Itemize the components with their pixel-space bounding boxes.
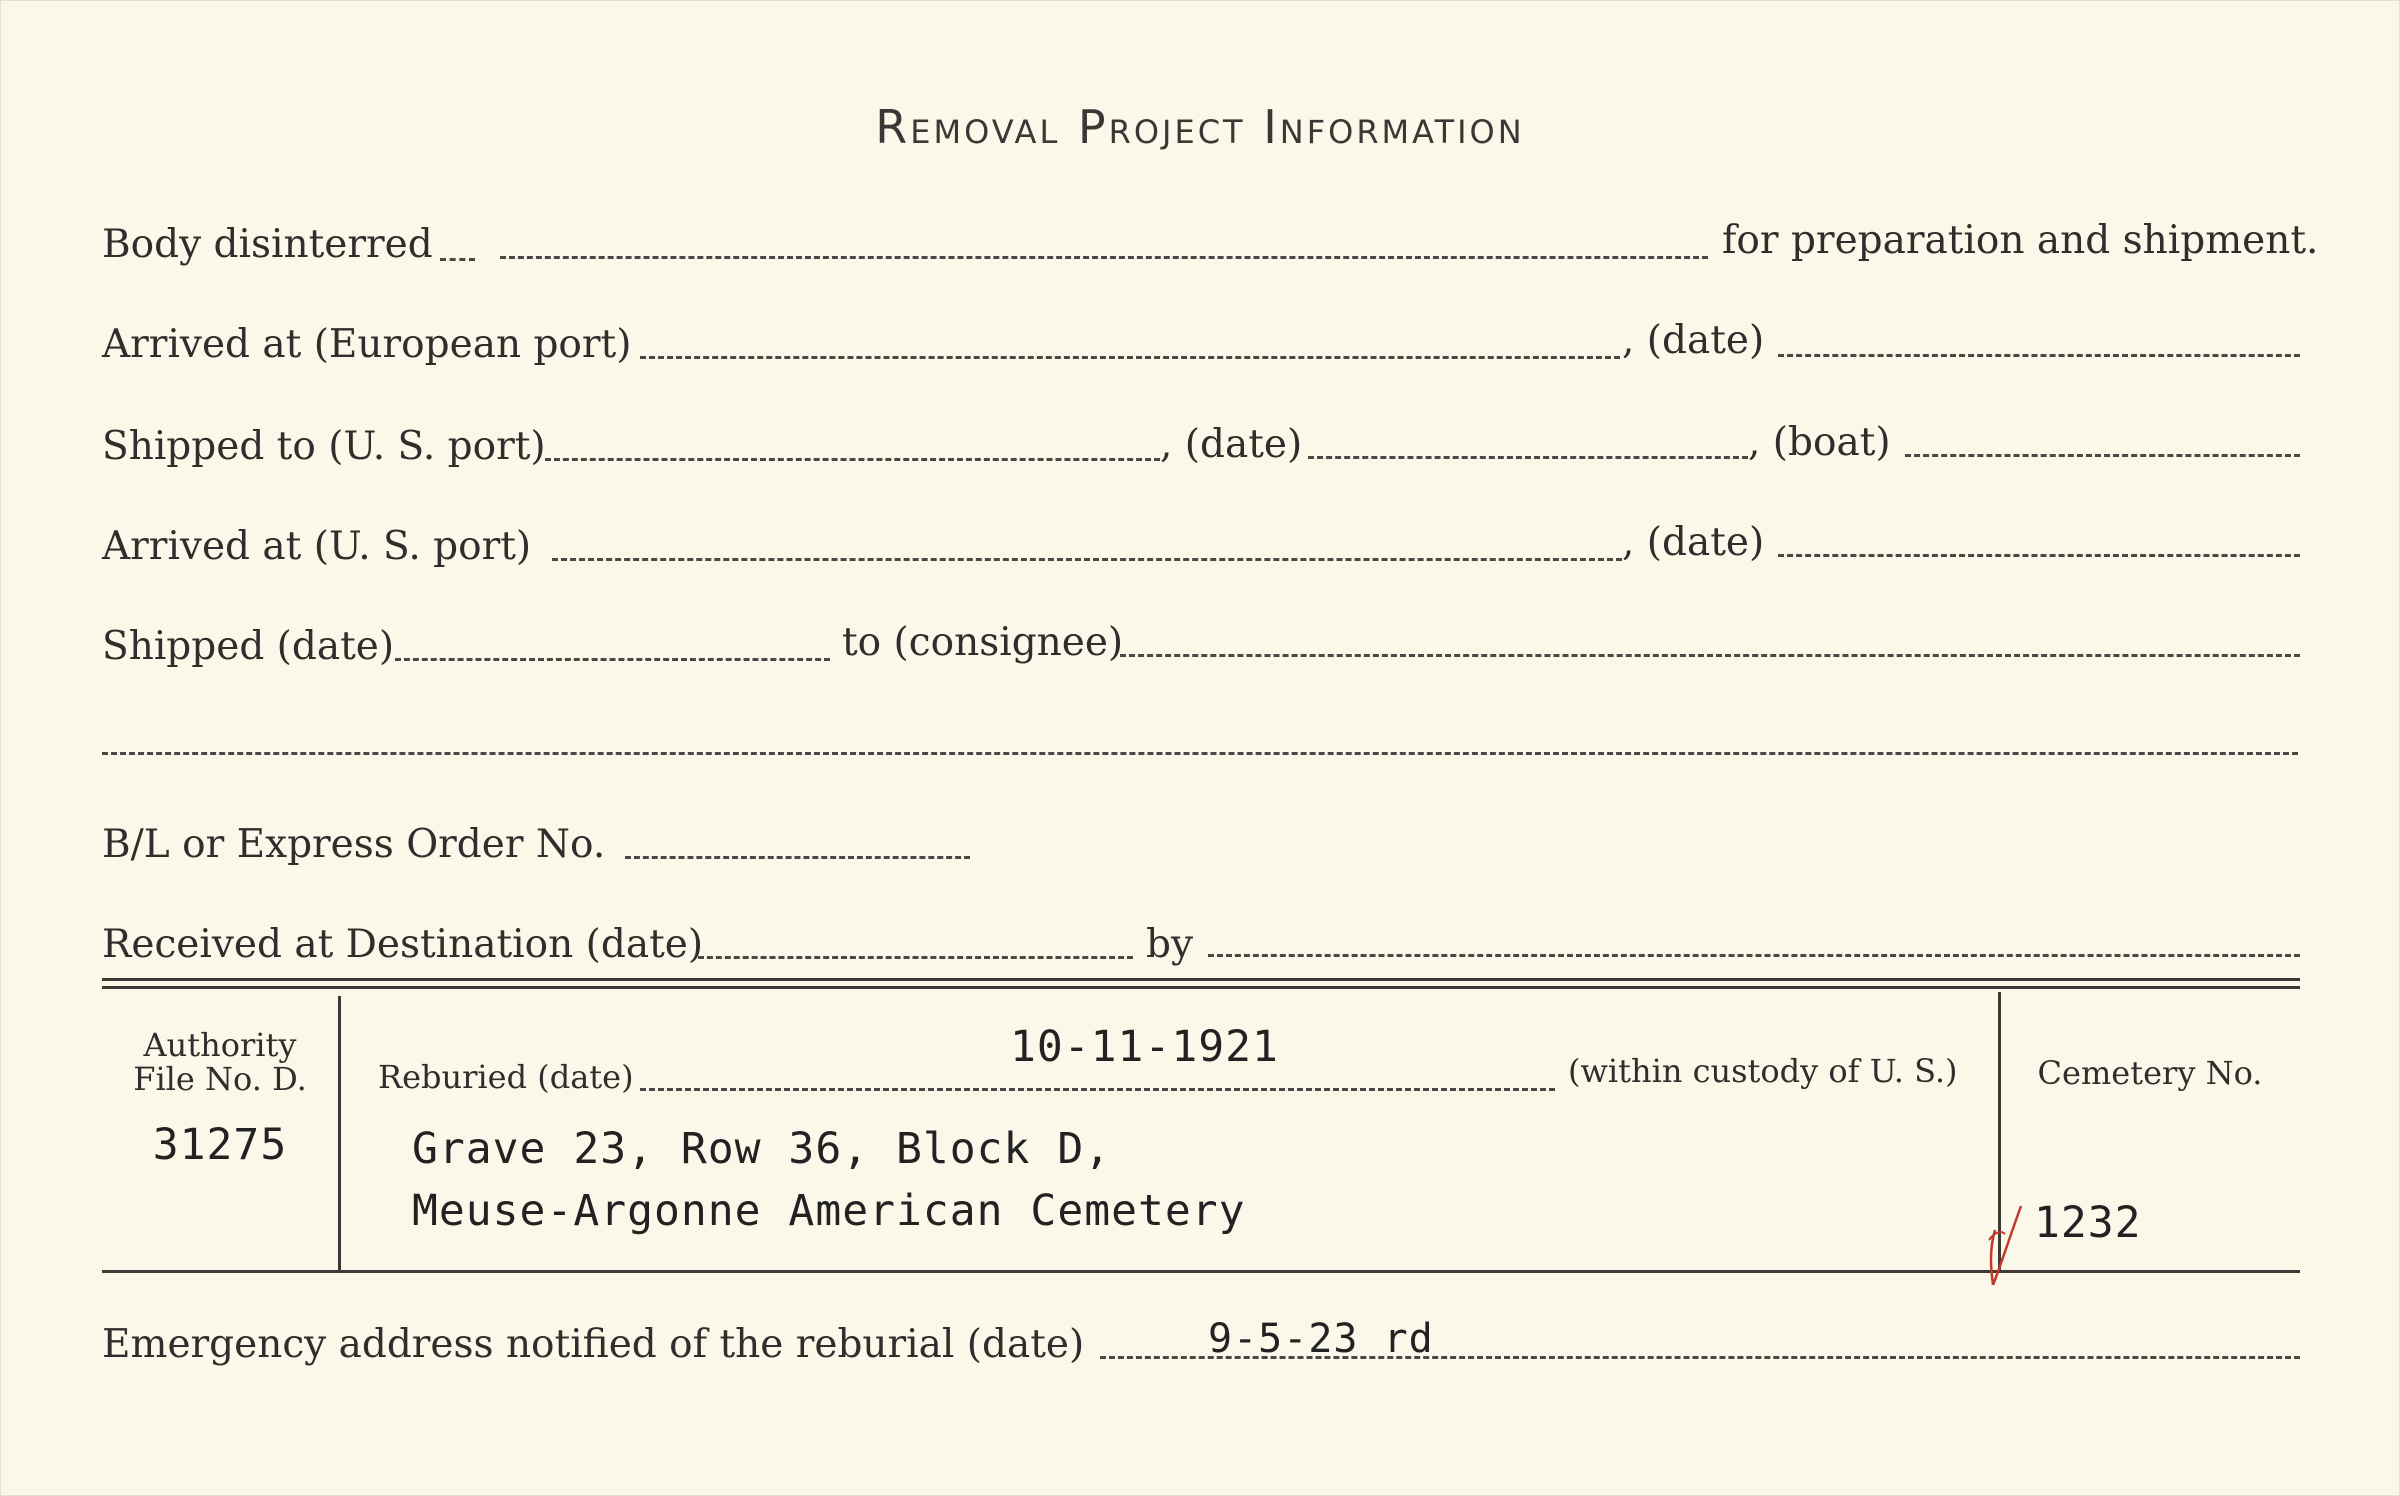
authority-label: Authority xyxy=(143,1026,297,1064)
grave-location-line1: Grave 23, Row 36, Block D, xyxy=(412,1124,1112,1174)
received-destination-line xyxy=(698,956,1133,959)
pencil-check-mark xyxy=(1985,1200,2025,1290)
reburied-date-line xyxy=(640,1088,1555,1091)
blank-continuation-line xyxy=(102,752,2298,755)
bl-express-line xyxy=(625,856,970,859)
body-disinterred-line xyxy=(500,256,1708,259)
emergency-value: 9-5-23 rd xyxy=(1208,1316,1434,1362)
shipped-to-us-label: Shipped to (U. S. port) xyxy=(102,424,546,469)
card-title: Removal Project Information xyxy=(875,100,1525,154)
reburied-date: 10-11-1921 xyxy=(1010,1022,1279,1072)
arrived-us-date-line xyxy=(1778,554,2300,557)
boat-line xyxy=(1905,454,2300,457)
box-top-rule-1 xyxy=(102,978,2300,981)
cemetery-number: 1232 xyxy=(2034,1198,2142,1248)
box-top-rule-2 xyxy=(102,986,2300,989)
for-preparation-label: for preparation and shipment. xyxy=(1722,218,2319,263)
consignee-line xyxy=(1120,654,2300,657)
cemetery-no-label: Cemetery No. xyxy=(2037,1054,2263,1092)
custody-label: (within custody of U. S.) xyxy=(1568,1052,1958,1090)
file-no-label: File No. D. xyxy=(133,1060,307,1098)
shipped-date-row-line xyxy=(395,658,830,661)
body-disinterred-line-a xyxy=(440,258,475,261)
arrived-european-date-line xyxy=(1778,354,2300,357)
shipped-date-line xyxy=(1308,456,1748,459)
to-consignee-label: to (consignee) xyxy=(842,620,1124,665)
boat-label: , (boat) xyxy=(1748,420,1891,465)
box-divider-left xyxy=(338,996,341,1270)
bl-express-label: B/L or Express Order No. xyxy=(102,822,606,867)
file-number: 31275 xyxy=(152,1120,288,1170)
arrived-european-date-label: , (date) xyxy=(1622,318,1765,363)
arrived-us-line xyxy=(552,558,1622,561)
by-line xyxy=(1208,954,2300,957)
arrived-european-label: Arrived at (European port) xyxy=(102,322,632,367)
shipped-to-us-line xyxy=(545,458,1160,461)
arrived-us-label: Arrived at (U. S. port) xyxy=(102,524,532,569)
box-bottom-rule xyxy=(102,1270,2300,1273)
emergency-label: Emergency address notified of the reburial (date) xyxy=(102,1322,1085,1367)
received-destination-label: Received at Destination (date) xyxy=(102,922,704,967)
by-label: by xyxy=(1146,922,1193,967)
body-disinterred-label: Body disinterred xyxy=(102,222,433,267)
reburied-label: Reburied (date) xyxy=(378,1058,634,1096)
arrived-us-date-label: , (date) xyxy=(1622,520,1765,565)
shipped-date-label: , (date) xyxy=(1160,422,1303,467)
grave-location-line2: Meuse-Argonne American Cemetery xyxy=(412,1186,1246,1236)
arrived-european-line xyxy=(640,356,1620,359)
shipped-date-row-label: Shipped (date) xyxy=(102,624,395,669)
